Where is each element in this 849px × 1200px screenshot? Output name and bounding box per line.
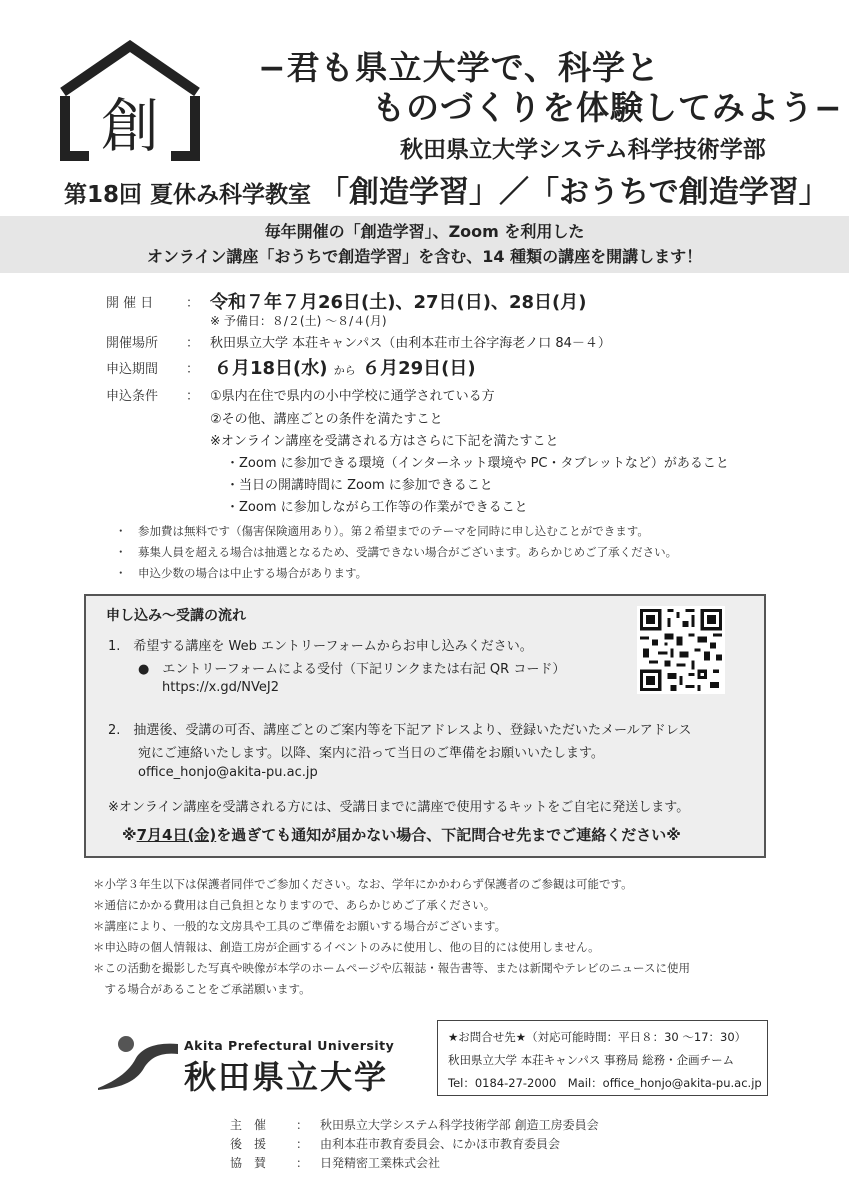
condition-colon: ：	[186, 389, 200, 404]
venue-label: 開催場所	[106, 336, 159, 351]
warning-date: 7月4日(金)	[136, 826, 217, 844]
sponsor-colon: ：	[296, 1137, 309, 1151]
warning-text: を過ぎても通知が届かない場合、下記問合せ先までご連絡ください※	[216, 826, 681, 844]
event-title: 「創造学習」／「おうちで創造学習」	[319, 175, 829, 210]
venue-value: 秋田県立大学 本荘キャンパス（由利本荘市土谷字海老ノ口 84－４）	[210, 336, 611, 351]
warning-prefix: ※	[122, 826, 137, 844]
period-from: から	[333, 364, 356, 377]
date-label: 開 催 日	[106, 296, 154, 311]
sponsor-name: 秋田県立大学システム科学技術学部 創造工房委員会	[320, 1118, 599, 1132]
event-heading	[64, 167, 829, 211]
period-value	[214, 354, 476, 380]
period-label: 申込期間	[106, 362, 159, 377]
footnote-item: ＊小学３年生以下は保護者同伴でご参加ください。なお、学年にかかわらず保護者のご参観は可能です。	[93, 877, 633, 891]
reserve-date-note: ※ 予備日：８/２(土) ～８/４(月)	[210, 314, 387, 328]
condition-item: ①県内在住で県内の小中学校に通学されている方	[210, 389, 495, 404]
date-colon: ：	[186, 296, 200, 311]
university-name-en: Akita Prefectural University	[184, 1038, 395, 1053]
flow-step-1-sub: ● エントリーフォームによる受付（下記リンクまたは右記 QR コード）	[138, 662, 566, 677]
notification-warning	[122, 824, 681, 845]
footnote-item: ＊通信にかかる費用は自己負担となりますので、あらかじめご了承ください。	[93, 898, 496, 912]
footnote-item: ＊講座により、一般的な文房具や工具のご準備をお願いする場合がございます。	[93, 919, 507, 933]
period-colon: ：	[186, 362, 200, 377]
department-name: 秋田県立大学システム科学技術学部	[400, 137, 766, 163]
intro-band	[0, 216, 849, 273]
footnote-item: ＊この活動を撮影した写真や映像が本学のホームページや広報誌・報告書等、または新聞やテレビのニュースに使用	[93, 961, 690, 975]
note-item: ・ 募集人員を超える場合は抽選となるため、受講できない場合がございます。あらかじめご了承ください。	[115, 545, 678, 559]
online-condition-item: ・Zoom に参加しながら工作等の作業ができること	[226, 500, 528, 515]
contact-office: 秋田県立大学 本荘キャンパス 事務局 総務・企画チーム	[448, 1053, 735, 1067]
condition-item: ※オンライン講座を受講される方はさらに下記を満たすこと	[210, 434, 559, 449]
event-prefix: 第18回 夏休み科学教室	[64, 182, 312, 208]
venue-colon: ：	[186, 336, 200, 351]
online-condition-item: ・当日の開講時間に Zoom に参加できること	[226, 478, 493, 493]
kit-shipping-note: ※オンライン講座を受講される方には、受講日までに講座で使用するキットをご自宅に発送します。	[108, 800, 690, 815]
sponsor-colon: ：	[296, 1118, 309, 1132]
note-item: ・ 参加費は無料です（傷害保険適用あり）。第２希望までのテーマを同時に申し込むことができます。	[115, 524, 649, 538]
university-logo-icon	[96, 1032, 180, 1092]
title-line-2: ものづくりを体験してみよう−	[372, 88, 843, 127]
footnote-item: ＊申込時の個人情報は、創造工房が企画するイベントのみに使用し、他の目的には使用しません。	[93, 940, 600, 954]
note-item: ・ 申込少数の場合は中止する場合があります。	[115, 566, 368, 580]
application-flow-box	[84, 594, 766, 858]
intro-line-2: オンライン講座「おうちで創造学習」を含む、14 種類の講座を開講します！	[146, 247, 703, 266]
sponsor-colon: ：	[296, 1156, 309, 1170]
sponsor-role: 主 催	[230, 1118, 267, 1132]
flow-step-2: 2. 抽選後、受講の可否、講座ごとのご案内等を下記アドレスより、登録いただいたメールアドレス	[108, 723, 692, 738]
title-line-1: −君も県立大学で、科学と	[258, 48, 660, 87]
qr-code-icon[interactable]	[637, 606, 725, 694]
period-start: ６月18日(水)	[214, 358, 328, 379]
flow-step-1: 1. 希望する講座を Web エントリーフォームからお申し込みください。	[108, 639, 533, 654]
sponsor-name: 日発精密工業株式会社	[320, 1156, 441, 1170]
contact-phone-mail: Tel：0184-27-2000 Mail：office_honjo@akita-pu.ac.jp	[448, 1076, 762, 1090]
sponsor-role: 後 援	[230, 1137, 267, 1151]
sponsor-role: 協 賛	[230, 1156, 267, 1170]
online-condition-item: ・Zoom に参加できる環境（インターネット環境や PC・タブレットなど）があること	[226, 456, 729, 471]
house-logo-icon	[55, 40, 205, 162]
condition-label: 申込条件	[106, 389, 159, 404]
university-name-jp: 秋田県立大学	[184, 1058, 389, 1096]
flow-step-2-cont: 宛にご連絡いたします。以降、案内に沿って当日のご準備をお願いいたします。	[138, 746, 604, 761]
contact-title: ★お問合せ先★（対応可能時間：平日８：30 ～17：30）	[448, 1030, 747, 1044]
entry-form-link[interactable]: https://x.gd/NVeJ2	[162, 680, 280, 695]
contact-email-link[interactable]: office_honjo@akita-pu.ac.jp	[138, 765, 318, 780]
period-end: ６月29日(日)	[362, 358, 476, 379]
intro-line-1: 毎年開催の「創造学習」、Zoom を利用した	[264, 222, 585, 241]
footnote-item: する場合があることをご承諾願います。	[93, 982, 311, 996]
date-value: 令和７年７月26日(土)、27日(日)、28日(月)	[210, 292, 587, 313]
flow-title: 申し込み～受講の流れ	[106, 608, 246, 624]
contact-box	[437, 1020, 768, 1096]
sponsor-name: 由利本荘市教育委員会、にかほ市教育委員会	[320, 1137, 561, 1151]
logo-char: 創	[100, 92, 160, 160]
condition-item: ②その他、講座ごとの条件を満たすこと	[210, 412, 443, 427]
